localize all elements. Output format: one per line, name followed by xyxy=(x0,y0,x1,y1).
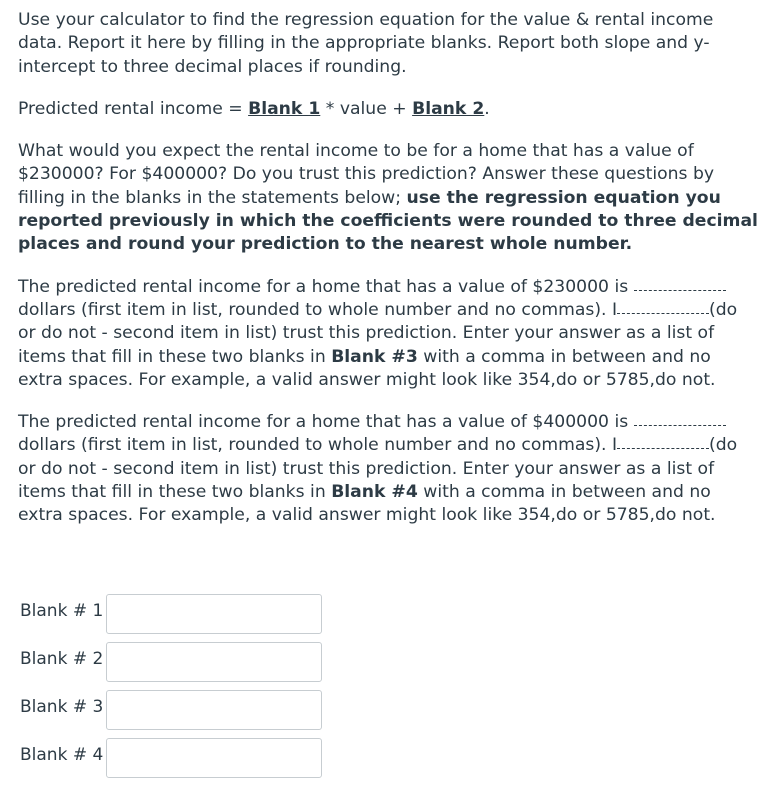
statement-4-paragraph xyxy=(18,411,758,527)
statement-3-part3: (do or do not - second item in list) trust this prediction. Enter your answer as a list of items that fill in these two blanks in xyxy=(18,299,738,367)
statement-4-dash-2 xyxy=(617,446,709,449)
blank-1-link[interactable]: Blank 1 xyxy=(248,98,321,119)
equation-middle: * value + xyxy=(320,98,413,119)
followup-text: What would you expect the rental income to be for a home that has a value of $230000? For $400000? Do you trust this prediction? Answer these questions by filling in the blanks in the statements below; xyxy=(18,141,715,208)
statement-3-part2: dollars (first item in list, rounded to whole number and no commas). I xyxy=(18,299,618,320)
statement-4-part4: with a comma in between and no extra spaces. For example, a valid answer might look like 354,do or 5785,do not. xyxy=(18,482,716,526)
blank-1-input[interactable] xyxy=(106,594,322,634)
intro-paragraph: Use your calculator to find the regression equation for the value & rental income data. Report it here by filling in the appropriate blanks. Report both slope and y-intercept to three decimal places if rounding. xyxy=(18,10,714,77)
followup-instruction: use the regression equation you reported previously in which the coefficients were rounded to three decimal places and round your prediction to the nearest whole number. xyxy=(18,187,758,255)
followup-paragraph xyxy=(18,140,758,256)
equation-suffix: . xyxy=(484,98,490,119)
statement-3-blank-ref: Blank #3 xyxy=(331,346,418,367)
blank-4-label: Blank # 4 xyxy=(20,745,104,765)
question-body xyxy=(18,9,758,547)
statement-3-part4: with a comma in between and no extra spaces. For example, a valid answer might look like 354,do or 5785,do not. xyxy=(18,346,716,390)
blank-3-label: Blank # 3 xyxy=(20,697,104,717)
blank-2-input[interactable] xyxy=(106,642,322,682)
statement-3-paragraph xyxy=(18,276,758,392)
blank-4-input[interactable] xyxy=(106,738,322,778)
blank-2-label: Blank # 2 xyxy=(20,649,104,669)
statement-4-blank-ref: Blank #4 xyxy=(331,482,418,503)
statement-3-part1: The predicted rental income for a home that has a value of $230000 is xyxy=(18,276,634,297)
statement-3-dash-2 xyxy=(617,311,709,314)
blank-3-input[interactable] xyxy=(106,690,322,730)
statement-4-dash-1 xyxy=(634,423,726,426)
statement-3-dash-1 xyxy=(634,288,726,291)
statement-4-part3: (do or do not - second item in list) trust this prediction. Enter your answer as a list of items that fill in these two blanks in xyxy=(18,435,738,503)
statement-4-part2: dollars (first item in list, rounded to whole number and no commas). I xyxy=(18,435,618,456)
blank-2-link[interactable]: Blank 2 xyxy=(412,98,485,119)
statement-4-part1: The predicted rental income for a home that has a value of $400000 is xyxy=(18,412,634,433)
equation-prefix: Predicted rental income = xyxy=(18,98,249,119)
blank-1-label: Blank # 1 xyxy=(20,601,104,621)
equation-paragraph xyxy=(18,98,758,121)
